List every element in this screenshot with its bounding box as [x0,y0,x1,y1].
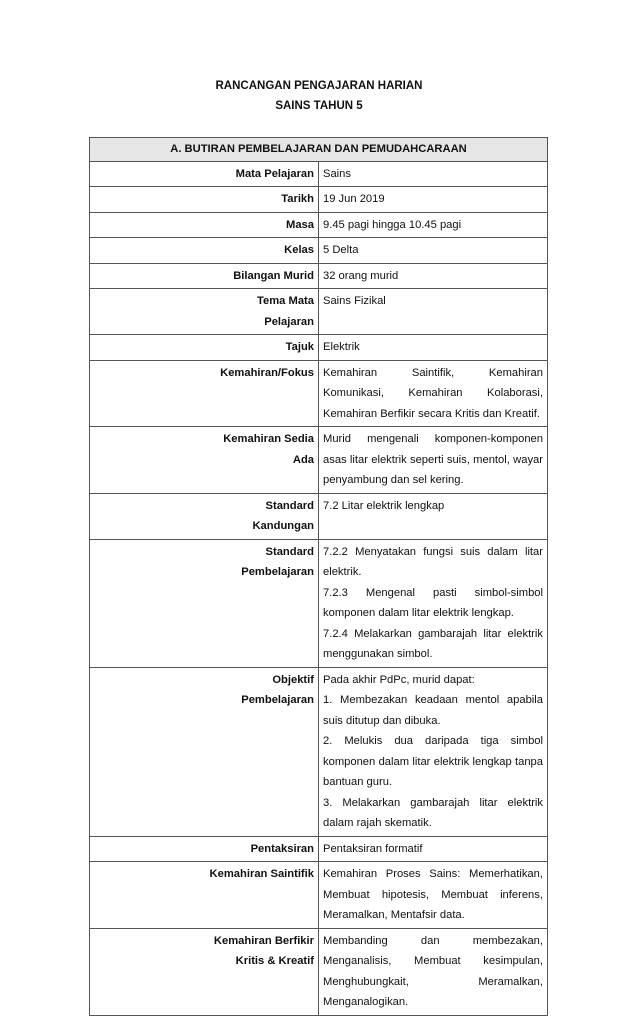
row-value [319,539,548,667]
table-row [90,928,548,1015]
table-row [90,161,548,187]
row-label-text: Bilangan Murid [233,269,314,282]
row-label [90,493,319,539]
table-row [90,212,548,238]
row-label-text: Pembelajaran [241,694,314,706]
row-label-text: Tajuk [285,341,314,353]
row-label-text: Kemahiran/Fokus [220,366,314,379]
table-row [90,187,548,213]
row-label-text: Pembelajaran [241,566,314,578]
row-value-text: 7.2 Litar elektrik lengkap [323,499,445,512]
table-row [90,862,548,929]
row-label [90,212,319,238]
row-value [319,263,548,289]
row-label-text: Masa [286,218,314,231]
row-label [90,836,319,862]
row-value [319,667,548,836]
row-label [90,667,319,836]
row-value-text: 7.2.2 Menyatakan fungsi suis dalam litar elektrik. [323,545,543,578]
row-label-text: Kemahiran Saintifik [209,868,314,880]
row-label [90,187,319,213]
row-label-text: Objektif [272,673,314,686]
table-row [90,335,548,361]
row-label-text: Standard [265,499,314,512]
row-label-text: Kelas [284,244,314,256]
row-label [90,238,319,264]
row-label [90,427,319,494]
row-label-text: Kemahiran Sedia [223,433,314,445]
row-value [319,427,548,494]
row-label [90,263,319,289]
row-label-text: Kemahiran Berfikir [213,934,314,947]
row-value [319,836,548,862]
table-row [90,427,548,494]
table-row [90,360,548,427]
section-header-row [90,138,548,162]
row-value [319,212,548,238]
row-label [90,928,319,1015]
row-value [319,289,548,335]
section-header: A. BUTIRAN PEMBELAJARAN DAN PEMUDAHCARAAN [90,138,548,162]
lesson-plan-table [89,137,548,1016]
table-row [90,539,548,667]
row-value-text: 5 Delta [323,244,359,256]
row-value [319,238,548,264]
row-value-text: Pentaksiran formatif [323,842,423,855]
row-value-text: 7.2.3 Mengenal pasti simbol-simbol komponen dalam litar elektrik lengkap. [323,586,543,619]
row-label-text: Kritis & Kreatif [235,955,314,967]
row-label-text: Pelajaran [264,315,314,328]
document-title: RANCANGAN PENGAJARAN HARIAN [215,80,423,92]
row-value-text: 9.45 pagi hingga 10.45 pagi [323,218,462,231]
row-value-text: 7.2.4 Melakarkan gambarajah litar elektrik menggunakan simbol. [323,627,543,660]
row-label-text: Mata Pelajaran [235,167,314,180]
row-value [319,161,548,187]
row-label-text: Pentaksiran [250,842,314,855]
row-label [90,360,319,427]
table-row [90,667,548,836]
table-row [90,836,548,862]
row-label [90,335,319,361]
row-value [319,335,548,361]
row-value-text: Kemahiran Saintifik, Kemahiran Komunikasi, Kemahiran Kolaborasi, Kemahiran Berfikir secara Kritis dan Kreatif. [323,366,543,420]
row-label-text: Ada [292,453,314,466]
row-value-text: Sains Fizikal [323,295,386,307]
row-label-text: Standard [265,545,314,558]
row-label [90,289,319,335]
table-row [90,263,548,289]
row-value [319,493,548,539]
table-row [90,493,548,539]
row-value-text: Membanding dan membezakan, Menganalisis, Membuat kesimpulan, Menghubungkait, Meramalkan, Menganalogikan. [323,934,543,1008]
row-value-text: 32 orang murid [323,269,399,282]
lesson-plan-rows [90,161,548,1015]
row-value [319,862,548,929]
row-value [319,187,548,213]
row-value-text: Kemahiran Proses Sains: Memerhatikan, Membuat hipotesis, Membuat inferens, Meramalkan, Mentafsir data. [323,868,543,921]
row-label-text: Kandungan [252,520,314,532]
row-value-text: Murid mengenali komponen-komponen asas litar elektrik seperti suis, mentol, wayar penyambung dan sel kering. [323,433,543,486]
row-label [90,539,319,667]
row-value-text: 2. Melukis dua daripada tiga simbol komponen dalam litar elektrik lengkap tanpa bantuan guru. [323,735,543,788]
row-value-text: Elektrik [323,341,360,353]
document-subtitle: SAINS TAHUN 5 [275,100,363,112]
row-value [319,928,548,1015]
row-value-text: Sains [323,167,351,180]
row-label-text: Tarikh [281,193,314,205]
row-value-text: 3. Melakarkan gambarajah litar elektrik dalam rajah skematik. [323,796,543,829]
table-row [90,238,548,264]
row-value-text: Pada akhir PdPc, murid dapat: [323,673,475,686]
row-value-text: 1. Membezakan keadaan mentol apabila suis ditutup dan dibuka. [323,694,543,727]
row-label-text: Tema Mata [257,295,314,307]
table-row [90,289,548,335]
row-label [90,862,319,929]
row-value-text: 19 Jun 2019 [323,193,385,205]
row-value [319,360,548,427]
row-label [90,161,319,187]
